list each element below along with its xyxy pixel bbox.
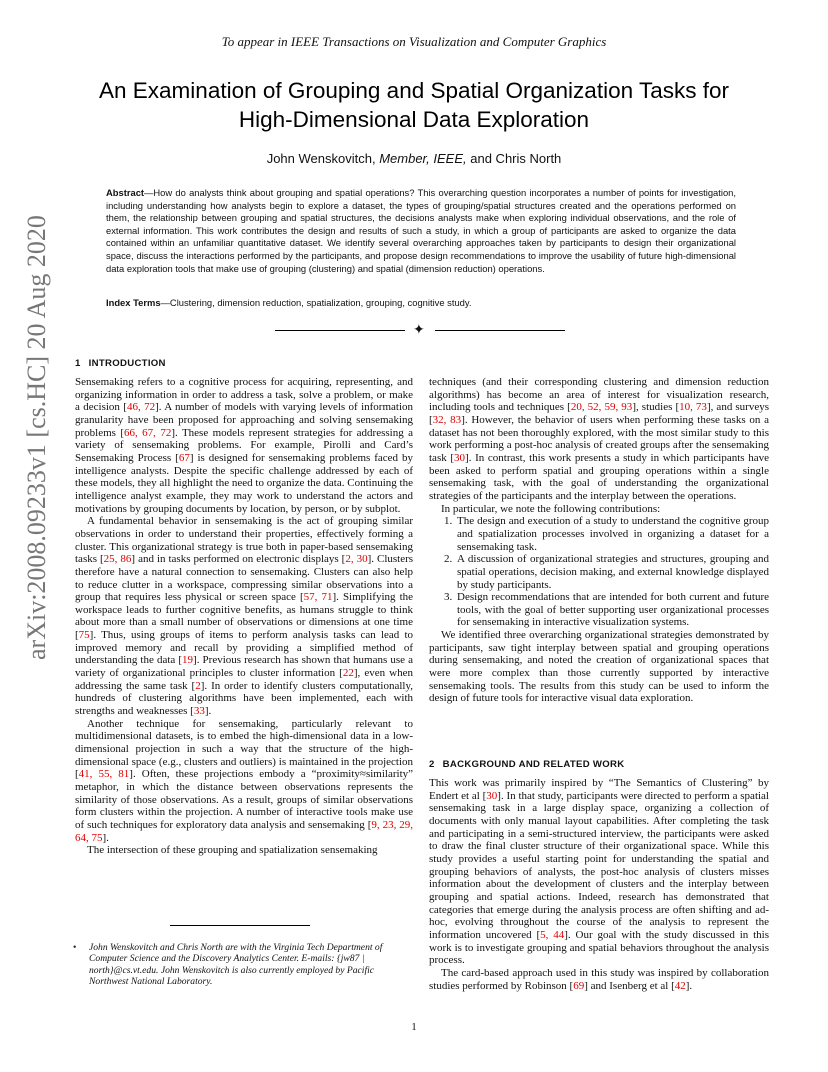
list-item: 3. Design recommendations that are intended for both current and future tools, with the goal of better supporting user organizational processes for sensemaking in interactive visualization systems. [455,591,769,629]
text-run: This work was primarily inspired by “The Semantics of Clustering” by Endert et al [429,777,769,802]
text-run: . These models represent strategies for addressing a variety of sensemaking problems. For example, Pirolli and Card’s Sensemaking Process [75,426,413,464]
contribution-list [429,515,769,629]
text-run: . Previous research has shown that humans use a variety of organizational principles to cluster information [75,654,413,680]
text-run: . Our goal with the study discussed in this work is to investigate grouping and spatial behaviors throughout the analysis process. [429,928,770,967]
footnote [75,942,413,988]
text-run: . Thus, using groups of items to perform analysis tasks can lead to improved memory and recall by providing a simplified method of understanding the data [75,629,413,667]
text-run: . Often, these projections embody a “proximity≈similarity” metaphor, in which the distance between observations represents the similarity of those observations. As a result, groups of similar observations form clusters within the projection. A number of interactive tools make use of such techniques for exploratory data analysis and sensemaking [75,768,414,831]
citation-link[interactable]: [ 67 ] [175,452,193,464]
citation-link[interactable]: [ 75 ] [75,629,93,641]
text-run: techniques (and their corresponding clustering and dimension reduction algorithms) has become an area of interest for visualization research, including tools and techniques [429,376,769,414]
text-run: A fundamental behavior in sensemaking is the act of grouping similar observations in order to understand their properties, effectively forming a cluster. This organizational strategy is true both in paper-based sensemaking tasks [75,515,413,566]
paper-title [60,76,768,134]
citation-link[interactable]: [ 2, 30 ] [342,553,372,565]
list-item: 1. The design and execution of a study to understand the cognitive group and spatialization processes involved in organizing a dataset for a sensemaking task. [455,515,769,553]
citation-link[interactable]: [ 22 ] [339,667,357,679]
text-run: . Clusters therefore have a natural connection to sensemaking. Clusters can also help to reduce clutter in a workspace, compressing similar observations into a group that requires less physical or screen space [75,553,414,604]
journal-header: To appear in IEEE Transactions on Visualization and Computer Graphics [221,34,607,49]
abstract [106,187,736,275]
paragraph [429,967,769,992]
list-item: 2. A discussion of organizational strategies and structures, grouping and spatial operations, decision making, and external knowledge displayed by study participants. [455,553,769,591]
citation-link[interactable]: [ 42 ] [671,980,689,992]
title-line-1: An Examination of Grouping and Spatial Organization Tasks for [99,78,729,103]
right-column [429,376,769,705]
bullet-icon: • [73,942,77,953]
text-run: Sensemaking refers to a cognitive process for acquiring, representing, and organizing information in order to address a task, solve a problem, or make a decision [75,376,413,414]
index-terms-label: Index Terms [106,297,161,308]
text-run: The card-based approach used in this study was inspired by collaboration studies performed by Robinson [429,966,769,992]
section-separator [275,323,565,339]
text-run: . [689,979,693,992]
separator-line-left [275,330,405,331]
author-list [0,151,828,166]
citation-link[interactable]: [ 20, 52, 59, 93 ] [567,401,636,413]
text-run: and Isenberg et al [587,979,672,992]
citation-link[interactable]: [ 46, 72 ] [123,401,158,413]
text-run: Another technique for sensemaking, particularly relevant to multidimensional datasets, is to embed the high-dimensional data in a low-dimensional projection in such a way that the structure of the high-dimensional space (e.g., clusters and outliers) is maintained in the projection [75,717,413,768]
citation-link[interactable]: [ 25, 86 ] [100,553,135,565]
citation-link[interactable]: [ 33 ] [190,705,208,717]
text-run: . In that study, participants were directed to perform a spatial sensemaking task in a large display space, organizing a collection of documents with only manual layout capabilities. After completing the task and participating in a semi-structured interview, the participants were asked to draw the final cluster structure of their organizational space. While this study provides a useful starting point for understanding the spatial and grouping behaviors of analysts, the post-hoc analysis of clusters misses information about the development of clusters and the interplay between grouping and spatial actions. Indeed, research has demonstrated that categories that emerge during the analysis process are often shifting and ad-hoc, evolving throughout the course of the analysis to represent the information uncovered [429,789,769,941]
paragraph [75,515,413,718]
citation-link[interactable]: [ 30 ] [450,452,468,464]
paragraph [429,777,769,967]
page-number: 1 [411,1021,417,1033]
text-run: . Simplifying the workspace leads to further cognitive benefits, as humans struggle to think about more than a small number of observations or dimensions at one time [75,591,414,629]
text-run: . In order to identify clusters computationally, hundreds of clustering algorithms have been implemented, each with strengths and weaknesses [75,679,414,718]
citation-link[interactable]: [ 19 ] [178,654,196,666]
text-run: . In contrast, this work presents a study in which participants have been asked to perform spatial and grouping operations within a single sensemaking task, with the goal of understanding the organizational strategies of the participants and the interplay between the operations. [429,451,769,502]
arxiv-identifier: arXiv:2008.09233v1 [cs.HC] 20 Aug 2020 [22,215,51,660]
text-run: and in tasks performed on electronic displays [135,553,342,566]
author-1: John Wenskovitch, [266,151,376,166]
section-title: INTRODUCTION [88,358,166,369]
text-run: . [208,705,212,718]
text-run: . However, the behavior of users when performing these tasks on a dataset has not been thoroughly explored, with the most similar study to this work performing a post-hoc analysis of created groups after the sensemaking task [429,413,769,464]
citation-link[interactable]: [ 2 ] [192,680,205,692]
section-2-body [429,777,769,992]
paragraph: The intersection of these grouping and spatialization sensemaking [87,844,378,857]
index-terms-text: —Clustering, dimension reduction, spatialization, grouping, cognitive study. [160,297,472,308]
text-run: is designed for sensemaking problems faced by intelligence analysts. Despite the specific challenge addressed by each of these models, they all highlight the need to organize the data. Continuing the intelligence analyst example, they may work to understand the actors and motivations by grouping documents by location, by person, or by subplot. [75,451,413,515]
citation-link[interactable]: [ 9, 23, 29, 64, 75 ] [75,819,413,844]
diamond-icon: ✦ [413,323,425,338]
paragraph: In particular, we note the following contributions: [441,502,661,515]
section-title: BACKGROUND AND RELATED WORK [442,759,625,770]
citation-link[interactable]: [ 41, 55, 81 ] [75,768,133,780]
section-heading-introduction [75,358,166,369]
left-column [75,376,413,857]
footnote-text: John Wenskovitch and Chris North are with the Virginia Tech Department of Computer Science and the Discovery Analytics Center. E-mails: {jw87 | north}@cs.vt.edu. John Wenskovitch is also currently employed by Pacific Northwest National Laboratory. [89,942,383,988]
text-run: . A number of models with varying levels of information granularity have been proposed for approaching and solving sensemaking problems [75,401,413,439]
author-affiliation: Member, IEEE, [379,151,467,166]
separator-line-right [435,330,565,331]
footnote-rule [170,925,310,926]
citation-link[interactable]: [ 66, 67, 72 ] [120,427,175,439]
index-terms [106,297,736,310]
citation-link[interactable]: [ 57, 71 ] [300,591,336,603]
text-run: , even when addressing the same task [75,667,413,692]
citation-link[interactable]: [ 32, 83 ] [429,414,465,426]
section-heading-background [429,759,624,770]
paragraph [75,376,413,515]
text-run: , and surveys [710,401,769,414]
citation-link[interactable]: [ 5, 44 ] [536,929,567,941]
section-number: 2 [429,759,435,770]
abstract-label: Abstract [106,187,145,198]
abstract-text: —How do analysts think about grouping and spatial operations? This overarching question incorporates a number of points for investigation, including understanding how analysts begin to explore a dataset, the types of grouping/spatial structures created and the operations performed on them, the relationship between grouping and spatial structures, the decisions analysts make when exploring individual observations, and the role of external information. This work contributes the design and results of such a study, in which a group of participants are asked to organize the data contained within an unfamiliar quantitative dataset. We identify several overarching approaches taken by participants to design their organizational space, discuss the interactions performed by the participants, and propose design recommendations to improve the usability of future high-dimensional data exploration tools that make use of grouping (clustering) and spatial (dimension reduction) operations. [106,187,736,274]
paragraph [75,718,413,845]
title-line-2: High-Dimensional Data Exploration [238,107,590,132]
citation-link[interactable]: [ 69 ] [570,980,588,992]
paragraph [429,376,769,503]
paragraph: We identified three overarching organizational strategies demonstrated by participants, saw tight interplay between spatial and grouping operations during sensemaking, and noted the creation of organizational spaces that were more complex than those currently supported by interactive sensemaking tools. The results from this study can be used to inform the design of future tools for interactive visual data exploration. [429,629,769,705]
section-number: 1 [75,358,81,369]
author-rest: and Chris North [470,151,562,166]
text-run: . [106,831,109,844]
citation-link[interactable]: [ 10, 73 ] [675,401,710,413]
citation-link[interactable]: [ 30 ] [483,790,501,802]
text-run: , studies [635,401,676,414]
